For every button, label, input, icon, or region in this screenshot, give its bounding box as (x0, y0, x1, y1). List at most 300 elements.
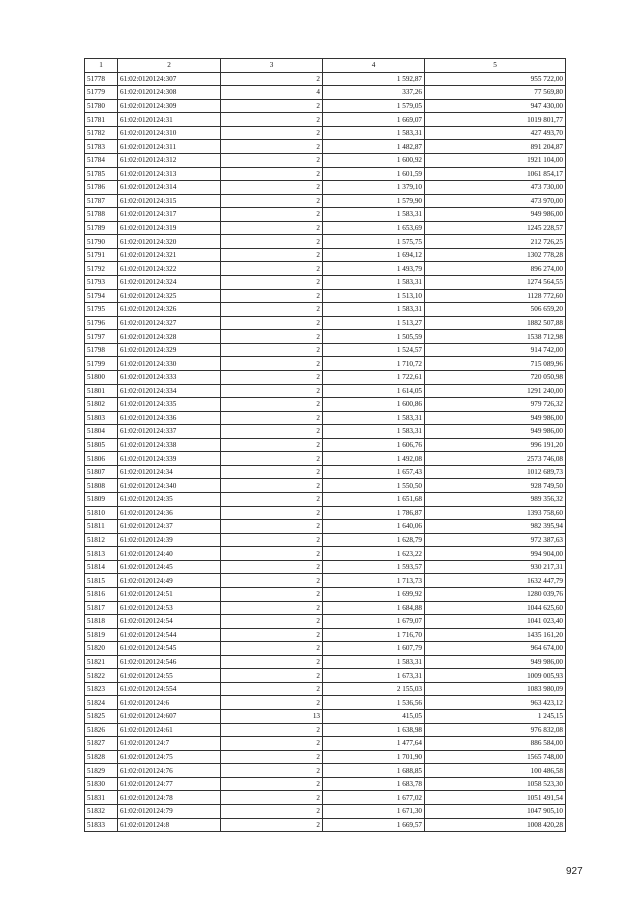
table-cell: 1 513,27 (323, 316, 425, 330)
table-cell: 1 606,76 (323, 438, 425, 452)
table-row (85, 615, 566, 629)
table-cell: 61:02:0120124:545 (118, 642, 221, 656)
table-cell: 2 (221, 208, 323, 222)
table-cell: 1274 564,55 (425, 276, 566, 290)
table-row (85, 384, 566, 398)
table-row (85, 370, 566, 384)
table-row (85, 113, 566, 127)
table-cell: 51802 (85, 398, 118, 412)
table-cell: 2 (221, 72, 323, 86)
table-cell: 2 (221, 438, 323, 452)
table-cell: 51832 (85, 804, 118, 818)
table-cell: 1 583,31 (323, 276, 425, 290)
table-cell: 212 726,25 (425, 235, 566, 249)
table-cell: 61:02:0120124:308 (118, 86, 221, 100)
table-cell: 51831 (85, 791, 118, 805)
table-row (85, 533, 566, 547)
table-cell: 415,05 (323, 710, 425, 724)
table-cell: 1047 905,10 (425, 804, 566, 818)
table-cell: 1435 161,20 (425, 628, 566, 642)
table-cell: 2 (221, 343, 323, 357)
table-cell: 2 (221, 316, 323, 330)
table-cell: 51789 (85, 221, 118, 235)
table-cell: 1 710,72 (323, 357, 425, 371)
table-cell: 1 583,31 (323, 425, 425, 439)
table-cell: 1 653,69 (323, 221, 425, 235)
table-cell: 61:02:0120124:315 (118, 194, 221, 208)
table-cell: 61:02:0120124:36 (118, 506, 221, 520)
table-cell: 1 671,30 (323, 804, 425, 818)
table-cell: 473 730,00 (425, 181, 566, 195)
table-cell: 2 (221, 303, 323, 317)
table-cell: 51816 (85, 587, 118, 601)
table-cell: 51822 (85, 669, 118, 683)
table-cell: 1538 712,98 (425, 330, 566, 344)
table-cell: 1044 625,60 (425, 601, 566, 615)
table-cell: 51804 (85, 425, 118, 439)
table-cell: 2 (221, 547, 323, 561)
column-header: 2 (118, 59, 221, 73)
table-cell: 1291 240,00 (425, 384, 566, 398)
table-row (85, 140, 566, 154)
table-cell: 51823 (85, 682, 118, 696)
table-cell: 1 614,05 (323, 384, 425, 398)
table-cell: 51784 (85, 153, 118, 167)
table-cell: 1 482,87 (323, 140, 425, 154)
table-cell: 61:02:0120124:310 (118, 126, 221, 140)
table-row (85, 262, 566, 276)
table-row (85, 547, 566, 561)
table-cell: 1 651,68 (323, 493, 425, 507)
table-cell: 51778 (85, 72, 118, 86)
table-cell: 1 601,59 (323, 167, 425, 181)
table-cell: 61:02:0120124:8 (118, 818, 221, 832)
table-cell: 51821 (85, 655, 118, 669)
table-cell: 1 536,56 (323, 696, 425, 710)
table-cell: 61:02:0120124:340 (118, 479, 221, 493)
table-cell: 61:02:0120124:328 (118, 330, 221, 344)
table-cell: 2 (221, 153, 323, 167)
table-cell: 51828 (85, 750, 118, 764)
table-cell: 2 (221, 99, 323, 113)
table-cell: 2 (221, 696, 323, 710)
table-cell: 61:02:0120124:319 (118, 221, 221, 235)
table-cell: 61:02:0120124:35 (118, 493, 221, 507)
table-cell: 1008 420,28 (425, 818, 566, 832)
table-cell: 61:02:0120124:326 (118, 303, 221, 317)
table-row (85, 126, 566, 140)
table-cell: 2 (221, 357, 323, 371)
table-cell: 61:02:0120124:34 (118, 465, 221, 479)
table-cell: 996 191,20 (425, 438, 566, 452)
table-cell: 2 (221, 465, 323, 479)
table-cell: 1058 523,30 (425, 777, 566, 791)
table-cell: 2 (221, 520, 323, 534)
table-cell: 2 (221, 601, 323, 615)
table-cell: 2 (221, 479, 323, 493)
table-cell: 51809 (85, 493, 118, 507)
table-cell: 715 089,96 (425, 357, 566, 371)
table-cell: 1 607,79 (323, 642, 425, 656)
table-cell: 1 677,02 (323, 791, 425, 805)
table-cell: 1 579,90 (323, 194, 425, 208)
table-cell: 61:02:0120124:322 (118, 262, 221, 276)
table-cell: 61:02:0120124:320 (118, 235, 221, 249)
table-row (85, 303, 566, 317)
table-row (85, 696, 566, 710)
table-row (85, 235, 566, 249)
table-cell: 2 (221, 737, 323, 751)
table-row (85, 506, 566, 520)
table-cell: 1 701,90 (323, 750, 425, 764)
table-cell: 61:02:0120124:544 (118, 628, 221, 642)
table-cell: 1 640,06 (323, 520, 425, 534)
table-row (85, 479, 566, 493)
table-cell: 1128 772,60 (425, 289, 566, 303)
column-header: 5 (425, 59, 566, 73)
table-cell: 51807 (85, 465, 118, 479)
table-row (85, 791, 566, 805)
table-cell: 1 524,57 (323, 343, 425, 357)
table-cell: 51785 (85, 167, 118, 181)
table-cell: 2 (221, 560, 323, 574)
table-cell: 61:02:0120124:61 (118, 723, 221, 737)
table-cell: 61:02:0120124:321 (118, 248, 221, 262)
table-cell: 2 (221, 425, 323, 439)
table-cell: 955 722,00 (425, 72, 566, 86)
table-cell: 2 (221, 167, 323, 181)
table-cell: 51810 (85, 506, 118, 520)
table-cell: 1 583,31 (323, 411, 425, 425)
table-cell: 1 583,31 (323, 126, 425, 140)
table-cell: 2 (221, 113, 323, 127)
table-cell: 51811 (85, 520, 118, 534)
table-cell: 51826 (85, 723, 118, 737)
table-cell: 2 (221, 777, 323, 791)
table-cell: 1 600,86 (323, 398, 425, 412)
table-cell: 2 (221, 452, 323, 466)
table-cell: 1 713,73 (323, 574, 425, 588)
column-header: 4 (323, 59, 425, 73)
table-cell: 51787 (85, 194, 118, 208)
table-cell: 51800 (85, 370, 118, 384)
table-cell: 51788 (85, 208, 118, 222)
table-cell: 337,26 (323, 86, 425, 100)
table-cell: 1 550,50 (323, 479, 425, 493)
table-cell: 51781 (85, 113, 118, 127)
table-cell: 2 (221, 655, 323, 669)
table-row (85, 764, 566, 778)
table-cell: 2 (221, 642, 323, 656)
table-row (85, 655, 566, 669)
table-cell: 51819 (85, 628, 118, 642)
table-cell: 1 683,78 (323, 777, 425, 791)
table-cell: 2 (221, 506, 323, 520)
table-cell: 1 583,31 (323, 655, 425, 669)
column-header: 1 (85, 59, 118, 73)
table-cell: 2 (221, 764, 323, 778)
table-cell: 51803 (85, 411, 118, 425)
table-cell: 61:02:0120124:546 (118, 655, 221, 669)
table-cell: 51806 (85, 452, 118, 466)
table-row (85, 452, 566, 466)
table-cell: 1 716,70 (323, 628, 425, 642)
table-cell: 2 (221, 384, 323, 398)
table-cell: 61:02:0120124:336 (118, 411, 221, 425)
table-cell: 61:02:0120124:51 (118, 587, 221, 601)
table-cell: 1 575,75 (323, 235, 425, 249)
table-cell: 51779 (85, 86, 118, 100)
table-cell: 51790 (85, 235, 118, 249)
table-cell: 1 669,57 (323, 818, 425, 832)
table-row (85, 289, 566, 303)
table-header-row (85, 59, 566, 73)
table-cell: 61:02:0120124:329 (118, 343, 221, 357)
table-cell: 1 694,12 (323, 248, 425, 262)
table-cell: 2573 746,08 (425, 452, 566, 466)
table-row (85, 669, 566, 683)
table-cell: 891 204,87 (425, 140, 566, 154)
table-cell: 61:02:0120124:40 (118, 547, 221, 561)
table-cell: 2 (221, 628, 323, 642)
table-cell: 51812 (85, 533, 118, 547)
table-cell: 51824 (85, 696, 118, 710)
table-cell: 2 (221, 791, 323, 805)
table-cell: 2 (221, 140, 323, 154)
table-cell: 2 (221, 493, 323, 507)
table-row (85, 710, 566, 724)
table-cell: 61:02:0120124:338 (118, 438, 221, 452)
table-cell: 51786 (85, 181, 118, 195)
table-row (85, 343, 566, 357)
table-cell: 61:02:0120124:6 (118, 696, 221, 710)
table-cell: 2 (221, 235, 323, 249)
table-row (85, 818, 566, 832)
table-cell: 2 (221, 398, 323, 412)
table-cell: 2 (221, 194, 323, 208)
table-cell: 61:02:0120124:76 (118, 764, 221, 778)
table-cell: 51794 (85, 289, 118, 303)
table-cell: 61:02:0120124:49 (118, 574, 221, 588)
table-cell: 1393 758,60 (425, 506, 566, 520)
table-cell: 51780 (85, 99, 118, 113)
table-cell: 1 593,57 (323, 560, 425, 574)
table-cell: 51782 (85, 126, 118, 140)
table-row (85, 167, 566, 181)
table-cell: 1632 447,79 (425, 574, 566, 588)
table-row (85, 208, 566, 222)
table-cell: 61:02:0120124:7 (118, 737, 221, 751)
table-cell: 1 583,31 (323, 208, 425, 222)
table-cell: 1302 778,28 (425, 248, 566, 262)
table-cell: 1051 491,54 (425, 791, 566, 805)
table-cell: 1012 689,73 (425, 465, 566, 479)
table-cell: 963 423,12 (425, 696, 566, 710)
table-cell: 506 659,20 (425, 303, 566, 317)
table-cell: 1 684,88 (323, 601, 425, 615)
table-cell: 2 (221, 276, 323, 290)
table-cell: 61:02:0120124:554 (118, 682, 221, 696)
table-cell: 2 (221, 750, 323, 764)
table-cell: 1 583,31 (323, 303, 425, 317)
table-cell: 2 155,03 (323, 682, 425, 696)
table-cell: 51805 (85, 438, 118, 452)
table-cell: 964 674,00 (425, 642, 566, 656)
table-cell: 61:02:0120124:325 (118, 289, 221, 303)
table-cell: 928 749,50 (425, 479, 566, 493)
table-row (85, 560, 566, 574)
table-cell: 2 (221, 330, 323, 344)
table-cell: 2 (221, 221, 323, 235)
table-cell: 2 (221, 248, 323, 262)
table-row (85, 682, 566, 696)
table-cell: 61:02:0120124:334 (118, 384, 221, 398)
table-cell: 61:02:0120124:339 (118, 452, 221, 466)
table-cell: 51808 (85, 479, 118, 493)
table-cell: 61:02:0120124:78 (118, 791, 221, 805)
table-cell: 1 679,07 (323, 615, 425, 629)
column-header: 3 (221, 59, 323, 73)
table-cell: 2 (221, 804, 323, 818)
table-cell: 51833 (85, 818, 118, 832)
table-cell: 949 986,00 (425, 208, 566, 222)
table-cell: 61:02:0120124:54 (118, 615, 221, 629)
table-cell: 51799 (85, 357, 118, 371)
table-cell: 1 722,61 (323, 370, 425, 384)
table-row (85, 153, 566, 167)
table-cell: 972 387,63 (425, 533, 566, 547)
table-cell: 949 986,00 (425, 655, 566, 669)
table-row (85, 99, 566, 113)
table-row (85, 357, 566, 371)
table-cell: 51791 (85, 248, 118, 262)
table-row (85, 723, 566, 737)
table-cell: 1 786,87 (323, 506, 425, 520)
table-cell: 1 623,22 (323, 547, 425, 561)
table-cell: 2 (221, 818, 323, 832)
table-cell: 51815 (85, 574, 118, 588)
table-cell: 2 (221, 533, 323, 547)
table-cell: 51817 (85, 601, 118, 615)
table-cell: 4 (221, 86, 323, 100)
table-row (85, 642, 566, 656)
table-cell: 61:02:0120124:45 (118, 560, 221, 574)
table-cell: 2 (221, 587, 323, 601)
table-row (85, 248, 566, 262)
table-cell: 1 638,98 (323, 723, 425, 737)
table-cell: 51830 (85, 777, 118, 791)
table-row (85, 493, 566, 507)
table-cell: 61:02:0120124:312 (118, 153, 221, 167)
table-cell: 61:02:0120124:313 (118, 167, 221, 181)
table-cell: 2 (221, 126, 323, 140)
table-cell: 2 (221, 411, 323, 425)
table-cell: 914 742,00 (425, 343, 566, 357)
table-cell: 1 688,85 (323, 764, 425, 778)
table-cell: 1 493,79 (323, 262, 425, 276)
table-cell: 1041 023,40 (425, 615, 566, 629)
table-cell: 51829 (85, 764, 118, 778)
table-cell: 61:02:0120124:311 (118, 140, 221, 154)
table-cell: 2 (221, 370, 323, 384)
table-cell: 61:02:0120124:607 (118, 710, 221, 724)
table-cell: 51825 (85, 710, 118, 724)
table-cell: 51792 (85, 262, 118, 276)
table-cell: 61:02:0120124:324 (118, 276, 221, 290)
table-row (85, 777, 566, 791)
table-cell: 61:02:0120124:327 (118, 316, 221, 330)
table-cell: 1 477,64 (323, 737, 425, 751)
table-cell: 1 513,10 (323, 289, 425, 303)
table-cell: 976 832,08 (425, 723, 566, 737)
table-cell: 51793 (85, 276, 118, 290)
table-cell: 51783 (85, 140, 118, 154)
table-cell: 51801 (85, 384, 118, 398)
table-cell: 2 (221, 723, 323, 737)
table-cell: 61:02:0120124:333 (118, 370, 221, 384)
table-cell: 51818 (85, 615, 118, 629)
table-cell: 1 505,59 (323, 330, 425, 344)
table-row (85, 72, 566, 86)
table-row (85, 750, 566, 764)
table-cell: 1 657,43 (323, 465, 425, 479)
table-cell: 1882 507,88 (425, 316, 566, 330)
table-cell: 61:02:0120124:77 (118, 777, 221, 791)
table-cell: 61:02:0120124:39 (118, 533, 221, 547)
table-row (85, 438, 566, 452)
table-cell: 1 379,10 (323, 181, 425, 195)
table-cell: 61:02:0120124:53 (118, 601, 221, 615)
table-cell: 2 (221, 262, 323, 276)
table-row (85, 574, 566, 588)
data-table (84, 58, 566, 832)
page-number: 927 (566, 866, 583, 877)
table-cell: 947 430,00 (425, 99, 566, 113)
table-cell: 896 274,00 (425, 262, 566, 276)
table-cell: 994 904,00 (425, 547, 566, 561)
table-cell: 1 673,31 (323, 669, 425, 683)
table-cell: 949 986,00 (425, 425, 566, 439)
table-cell: 61:02:0120124:337 (118, 425, 221, 439)
table-cell: 51795 (85, 303, 118, 317)
table-cell: 1 245,15 (425, 710, 566, 724)
table-row (85, 465, 566, 479)
table-cell: 1245 228,57 (425, 221, 566, 235)
table-cell: 1 600,92 (323, 153, 425, 167)
table-cell: 886 584,00 (425, 737, 566, 751)
table-cell: 61:02:0120124:55 (118, 669, 221, 683)
table-cell: 2 (221, 615, 323, 629)
table-cell: 1061 854,17 (425, 167, 566, 181)
table-cell: 51814 (85, 560, 118, 574)
table-cell: 1 628,79 (323, 533, 425, 547)
table-cell: 2 (221, 682, 323, 696)
table-cell: 61:02:0120124:330 (118, 357, 221, 371)
table-cell: 51813 (85, 547, 118, 561)
table-cell: 1019 801,77 (425, 113, 566, 127)
table-cell: 989 356,32 (425, 493, 566, 507)
table-cell: 61:02:0120124:75 (118, 750, 221, 764)
table-cell: 1 592,87 (323, 72, 425, 86)
table-row (85, 587, 566, 601)
table-cell: 51827 (85, 737, 118, 751)
table-cell: 61:02:0120124:335 (118, 398, 221, 412)
table-body (85, 72, 566, 832)
table-cell: 13 (221, 710, 323, 724)
table-cell: 1921 104,00 (425, 153, 566, 167)
table-row (85, 276, 566, 290)
table-cell: 1009 005,93 (425, 669, 566, 683)
